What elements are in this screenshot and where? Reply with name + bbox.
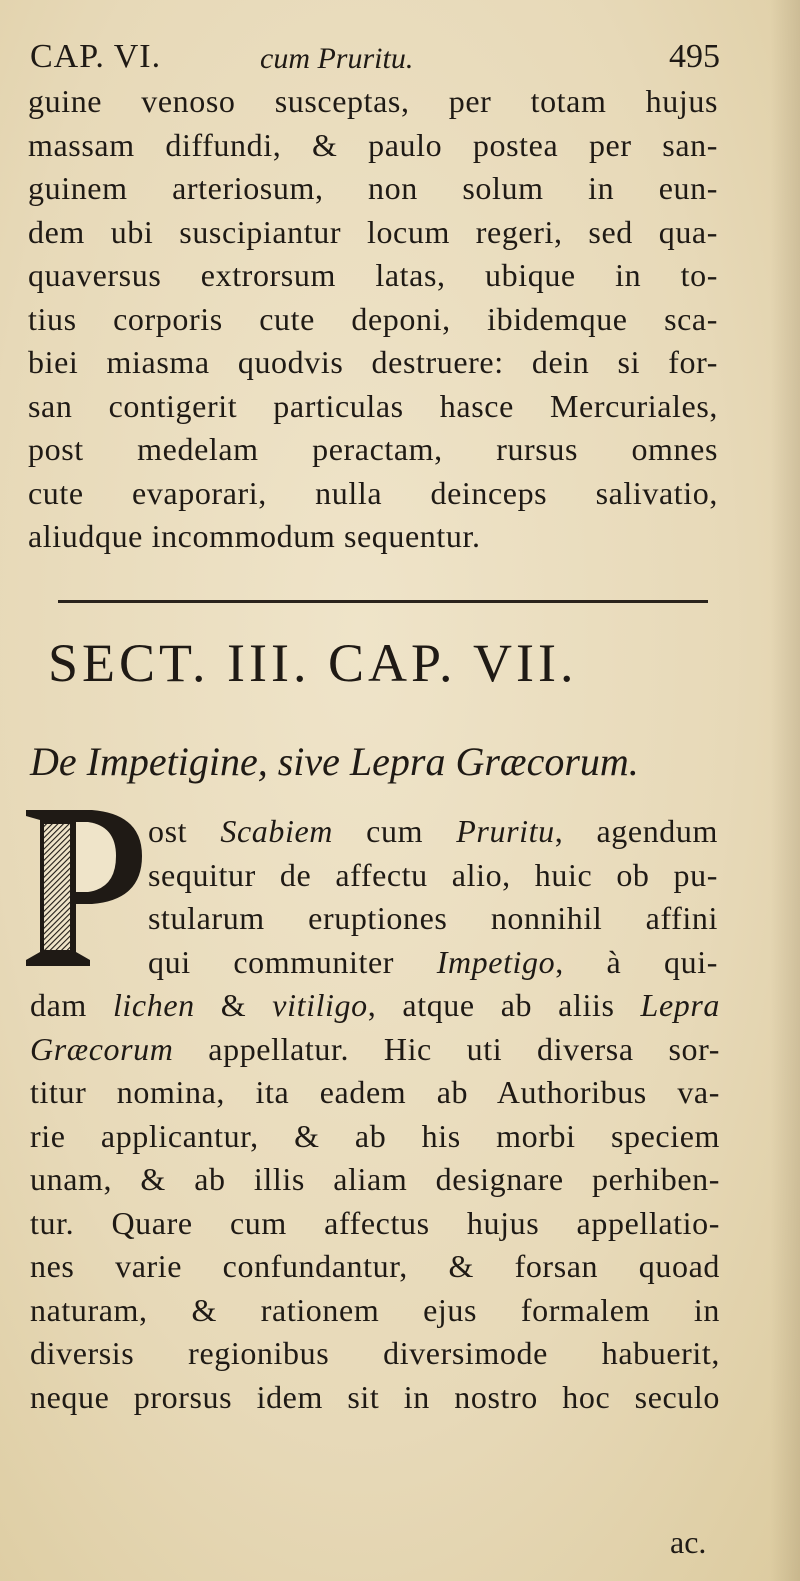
section-divider-rule xyxy=(58,600,708,603)
text-line xyxy=(30,1028,720,1072)
text-run: , à qui- xyxy=(555,943,718,980)
text-line xyxy=(30,1289,720,1333)
text-run: neque prorsus idem sit in nostro hoc seculo xyxy=(30,1378,720,1415)
text-line xyxy=(148,810,718,854)
text-run: naturam, & rationem ejus formalem in xyxy=(30,1291,720,1328)
paragraph-opening xyxy=(148,810,718,984)
text-run: , agendum xyxy=(554,813,719,849)
text-line xyxy=(30,1115,720,1159)
text-line xyxy=(30,1158,720,1202)
paragraph-continued xyxy=(28,80,718,559)
catchword: ac. xyxy=(670,1524,707,1560)
text-line xyxy=(30,1332,720,1376)
text-line xyxy=(148,897,718,941)
running-title: cum Pruritu. xyxy=(260,42,414,75)
text-line xyxy=(30,1202,720,1246)
text-line: biei miasma quodvis destruere: dein si for- xyxy=(28,344,718,380)
text-line: guine venoso susceptas, per totam hujus xyxy=(28,83,718,119)
text-run: unam, & ab illis aliam designare perhiben- xyxy=(30,1161,720,1197)
text-run: , atque ab aliis xyxy=(367,987,641,1023)
text-run: dam xyxy=(30,987,113,1023)
italic-term: Scabiem xyxy=(220,813,333,849)
paragraph-body xyxy=(30,984,720,1419)
text-line: massam diffundi, & paulo postea per san- xyxy=(28,126,718,163)
text-run: sequitur de affectu alio, huic ob pu- xyxy=(148,856,718,893)
text-line: san contigerit particulas hasce Mercuriales, xyxy=(28,387,718,424)
section-heading: SECT. III. CAP. VII. xyxy=(48,633,578,693)
text-run: nes varie confundantur, & forsan quoad xyxy=(30,1248,720,1284)
chapter-marker: CAP. VI. xyxy=(30,38,162,75)
text-run: cum xyxy=(332,813,457,849)
text-line xyxy=(30,1245,720,1289)
text-run: diversis regionibus diversimode habuerit, xyxy=(30,1335,720,1371)
text-run: appellatur. Hic uti diversa sor- xyxy=(173,1030,720,1067)
text-line xyxy=(30,1376,720,1420)
italic-term: vitiligo xyxy=(272,987,368,1023)
text-line: quaversus extrorsum latas, ubique in to- xyxy=(28,257,718,293)
italic-term: Pruritu xyxy=(456,813,555,849)
text-line: dem ubi suscipiantur locum regeri, sed qua- xyxy=(28,213,718,250)
italic-term: Impetigo xyxy=(436,943,556,980)
page-edge-shadow xyxy=(770,0,800,1581)
text-line xyxy=(30,984,720,1028)
chapter-title: De Impetigine, sive Lepra Græcorum. xyxy=(30,739,639,784)
text-run: qui communiter xyxy=(148,943,437,980)
text-run: stularum eruptiones nonnihil affini xyxy=(148,900,718,936)
text-line: post medelam peractam, rursus omnes xyxy=(28,431,718,467)
italic-term: Græcorum xyxy=(30,1030,174,1067)
page-number: 495 xyxy=(669,38,720,75)
text-run: titur nomina, ita eadem ab Authoribus va- xyxy=(30,1074,720,1110)
italic-term: lichen xyxy=(112,987,195,1023)
text-line: guinem arteriosum, non solum in eun- xyxy=(28,170,718,206)
text-line xyxy=(148,854,718,898)
text-run: tur. Quare cum affectus hujus appellatio- xyxy=(30,1204,720,1241)
dropcap-letter-p-icon xyxy=(24,806,148,974)
text-line xyxy=(148,941,718,985)
italic-term: Lepra xyxy=(640,987,720,1023)
text-line xyxy=(30,1071,720,1115)
text-run: rie applicantur, & ab his morbi speciem xyxy=(30,1117,720,1154)
text-line: aliudque incommodum sequentur. xyxy=(28,518,481,554)
text-run: ost xyxy=(148,813,221,849)
text-line: tius corporis cute deponi, ibidemque sca- xyxy=(28,300,718,337)
text-run: & xyxy=(194,987,273,1023)
text-line: cute evaporari, nulla deinceps salivatio, xyxy=(28,474,718,511)
